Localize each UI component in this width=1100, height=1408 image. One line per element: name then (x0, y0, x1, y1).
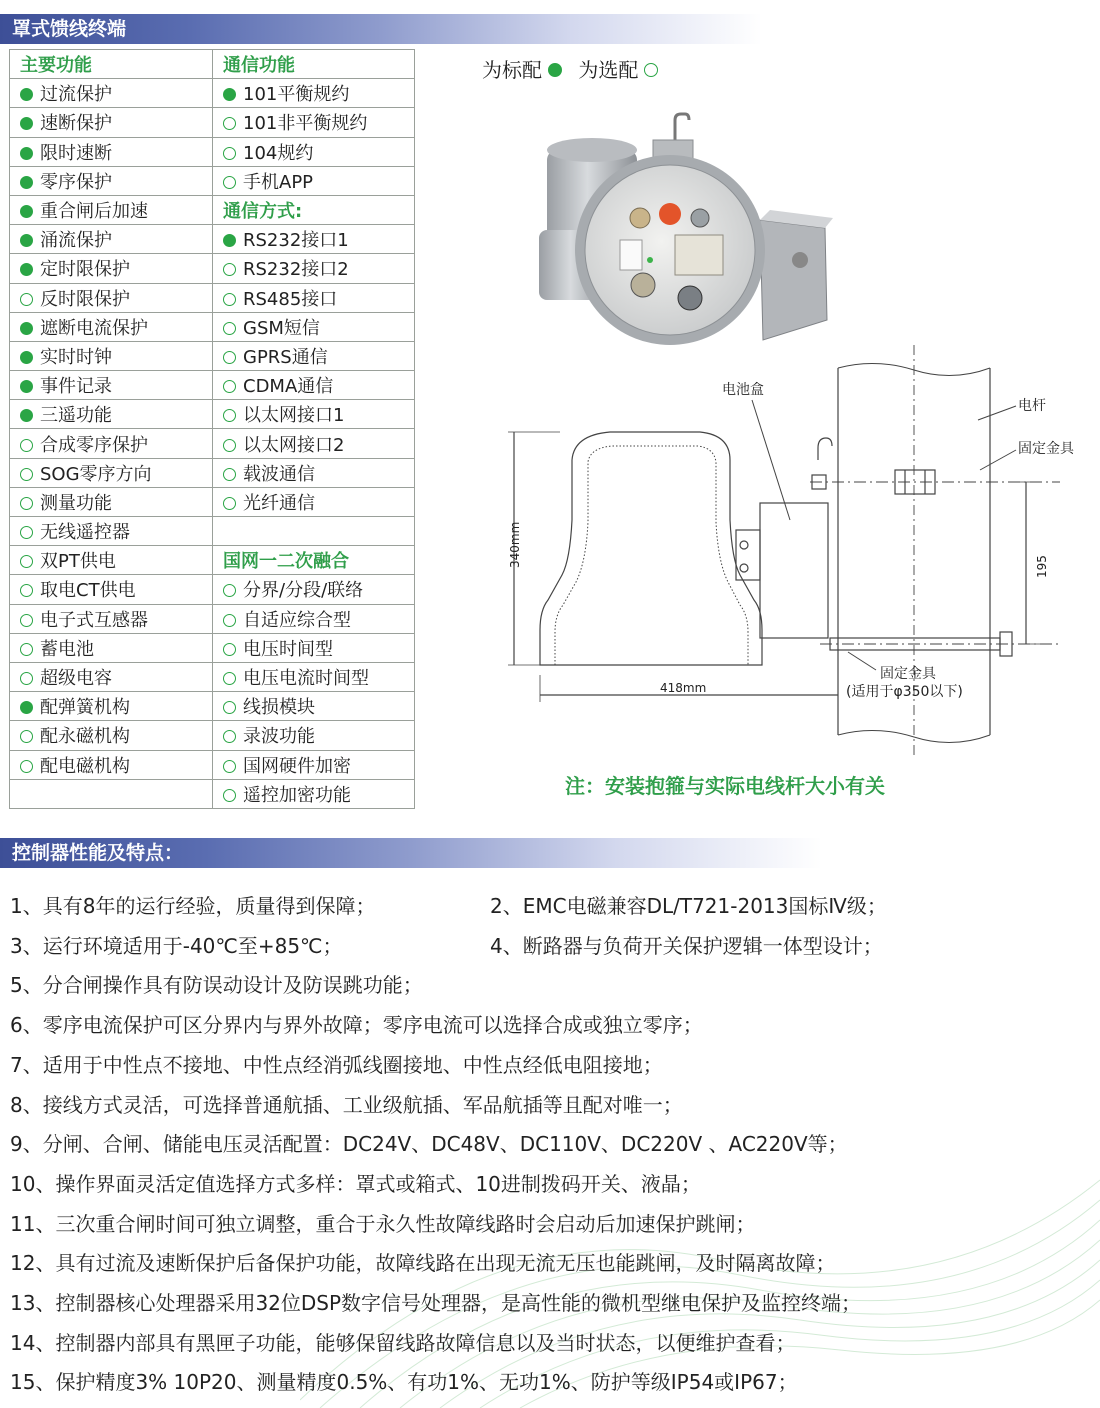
function-label: RS485接口 (243, 288, 338, 310)
function-item (213, 633, 415, 662)
table-row (10, 692, 415, 721)
function-item (10, 721, 213, 750)
function-item (10, 487, 213, 516)
dim-height: 340mm (508, 521, 522, 568)
hollow-dot-icon (223, 380, 236, 393)
hollow-dot-icon (20, 526, 33, 539)
function-item (10, 166, 213, 195)
hollow-dot-icon (223, 672, 236, 685)
table-row (10, 137, 415, 166)
function-item (213, 254, 415, 283)
function-item (10, 225, 213, 254)
filled-dot-icon (20, 117, 33, 130)
filled-dot-icon (20, 263, 33, 276)
function-item (10, 137, 213, 166)
hollow-dot-icon (223, 643, 236, 656)
label-battery-box: 电池盒 (722, 382, 764, 398)
feature-item: 4、断路器与负荷开关保护逻辑一体型设计； (490, 933, 883, 958)
function-table (9, 49, 415, 809)
function-label: 101非平衡规约 (243, 113, 368, 135)
function-item (213, 487, 415, 516)
table-row (10, 721, 415, 750)
hollow-dot-icon (20, 730, 33, 743)
function-label: GPRS通信 (243, 346, 328, 368)
table-header: 主要功能 (10, 50, 213, 79)
hollow-dot-icon (223, 584, 236, 597)
function-label: 涌流保护 (40, 230, 112, 252)
hollow-dot-icon (223, 701, 236, 714)
function-label: 三遥功能 (40, 405, 112, 427)
function-label: 载波通信 (243, 463, 315, 485)
table-row (10, 312, 415, 341)
function-label: 国网硬件加密 (243, 755, 351, 777)
table-row (10, 750, 415, 779)
function-label: 双PT供电 (40, 551, 116, 573)
table-row (10, 283, 415, 312)
table-row (10, 254, 415, 283)
function-item (10, 517, 213, 546)
feature-item: 6、零序电流保护可区分界内与界外故障；零序电流可以选择合成或独立零序； (10, 1013, 703, 1038)
function-item (213, 312, 415, 341)
hollow-dot-icon (223, 322, 236, 335)
feature-item: 8、接线方式灵活，可选择普通航插、工业级航插、军品航插等且配对唯一； (10, 1092, 683, 1117)
hollow-dot-icon (223, 614, 236, 627)
function-label: 分界/分段/联络 (243, 580, 364, 602)
function-label: 定时限保护 (40, 259, 130, 281)
table-row (10, 341, 415, 370)
function-item (213, 225, 415, 254)
hollow-dot-icon (223, 263, 236, 276)
hollow-dot-icon (20, 672, 33, 685)
function-item (213, 108, 415, 137)
filled-dot-icon (548, 63, 562, 77)
function-label: 电子式互感器 (40, 609, 148, 631)
table-row (10, 79, 415, 108)
hollow-dot-icon (223, 730, 236, 743)
hollow-dot-icon (644, 63, 658, 77)
filled-dot-icon (20, 176, 33, 189)
function-item (10, 254, 213, 283)
label-fixture-note: (适用于φ350以下) (846, 684, 963, 700)
legend-standard-label: 为标配 (482, 58, 542, 82)
function-label: 线损模块 (243, 697, 315, 719)
installation-note: 注：安装抱箍与实际电线杆大小有关 (565, 774, 885, 798)
function-label: 遮断电流保护 (40, 317, 148, 339)
filled-dot-icon (20, 88, 33, 101)
function-label: 限时速断 (40, 142, 112, 164)
feature-item: 14、控制器内部具有黑匣子功能，能够保留线路故障信息以及当时状态，以便维护查看； (10, 1330, 796, 1355)
filled-dot-icon (20, 234, 33, 247)
function-label: RS232接口1 (243, 230, 349, 252)
filled-dot-icon (20, 380, 33, 393)
label-pole: 电杆 (1018, 398, 1046, 414)
hollow-dot-icon (20, 439, 33, 452)
function-label: 电压时间型 (243, 638, 333, 660)
function-label: 合成零序保护 (40, 434, 148, 456)
function-label: 实时时钟 (40, 346, 112, 368)
function-item (10, 429, 213, 458)
feature-item: 13、控制器核心处理器采用32位DSP数字信号处理器，是高性能的微机型继电保护及监控终端； (10, 1291, 862, 1315)
feature-item: 7、适用于中性点不接地、中性点经消弧线圈接地、中性点经低电阻接地； (10, 1052, 663, 1077)
filled-dot-icon (20, 322, 33, 335)
function-label: 蓄电池 (40, 638, 94, 660)
feature-item: 5、分合闸操作具有防误动设计及防误跳功能； (10, 973, 423, 998)
function-label: 反时限保护 (40, 288, 130, 310)
function-item (10, 662, 213, 691)
function-label: 以太网接口2 (243, 434, 345, 456)
hollow-dot-icon (223, 176, 236, 189)
function-item (213, 662, 415, 691)
function-label: 超级电容 (40, 668, 112, 690)
table-row (10, 108, 415, 137)
table-row (10, 779, 415, 808)
function-label: 测量功能 (40, 492, 112, 514)
table-row (10, 166, 415, 195)
filled-dot-icon (20, 701, 33, 714)
filled-dot-icon (20, 147, 33, 160)
function-item (213, 400, 415, 429)
feature-item: 10、操作界面灵活定值选择方式多样：罩式或箱式、10进制拨码开关、液晶； (10, 1171, 701, 1196)
function-item (10, 604, 213, 633)
function-item (213, 283, 415, 312)
function-item (10, 195, 213, 224)
table-header: 通信方式: (213, 195, 415, 224)
function-item (10, 283, 213, 312)
function-label: 手机APP (243, 171, 314, 193)
function-item (10, 371, 213, 400)
table-row (10, 546, 415, 575)
hollow-dot-icon (223, 789, 236, 802)
filled-dot-icon (20, 409, 33, 422)
function-label: 电压电流时间型 (243, 668, 369, 690)
function-item (10, 458, 213, 487)
function-item (10, 692, 213, 721)
table-row (10, 371, 415, 400)
feature-item: 15、保护精度3% 10P20、测量精度0.5%、有功1%、无功1%、防护等级IP54或IP67； (10, 1370, 798, 1395)
hollow-dot-icon (223, 117, 236, 130)
hollow-dot-icon (223, 497, 236, 510)
function-item (213, 166, 415, 195)
hollow-dot-icon (223, 439, 236, 452)
function-label: 重合闸后加速 (40, 201, 148, 223)
filled-dot-icon (20, 351, 33, 364)
section-banner-terminal: 罩式馈线终端 (0, 14, 762, 44)
legend (482, 54, 668, 83)
hollow-dot-icon (223, 468, 236, 481)
dim-195: 195 (1035, 555, 1049, 578)
empty-cell (10, 779, 213, 808)
function-label: 配电磁机构 (40, 755, 130, 777)
function-label: 104规约 (243, 142, 314, 164)
function-item (10, 108, 213, 137)
function-item (213, 341, 415, 370)
function-label: 遥控加密功能 (243, 784, 351, 806)
table-row (10, 225, 415, 254)
function-label: 录波功能 (243, 726, 315, 748)
table-row (10, 633, 415, 662)
label-fixture-bottom: 固定金具 (880, 666, 936, 682)
product-photo (525, 110, 845, 360)
function-item (10, 575, 213, 604)
table-row (10, 458, 415, 487)
function-item (10, 79, 213, 108)
function-item (10, 546, 213, 575)
function-label: 过流保护 (40, 84, 112, 106)
feature-item: 2、EMC电磁兼容DL/T721-2013国标Ⅳ级； (490, 894, 887, 918)
function-item (213, 604, 415, 633)
table-row (10, 487, 415, 516)
filled-dot-icon (20, 205, 33, 218)
function-label: GSM短信 (243, 317, 320, 339)
hollow-dot-icon (223, 293, 236, 306)
function-label: 以太网接口1 (243, 405, 345, 427)
filled-dot-icon (223, 88, 236, 101)
hollow-dot-icon (20, 584, 33, 597)
hollow-dot-icon (223, 760, 236, 773)
function-item (10, 400, 213, 429)
hollow-dot-icon (20, 497, 33, 510)
function-label: 自适应综合型 (243, 609, 351, 631)
hollow-dot-icon (223, 147, 236, 160)
legend-optional-label: 为选配 (578, 58, 639, 82)
function-label: 光纤通信 (243, 492, 315, 514)
function-item (10, 633, 213, 662)
function-item (213, 137, 415, 166)
hollow-dot-icon (20, 468, 33, 481)
table-row (10, 604, 415, 633)
function-item (213, 750, 415, 779)
table-header: 通信功能 (213, 50, 415, 79)
hollow-dot-icon (223, 351, 236, 364)
table-row (10, 575, 415, 604)
function-label: 事件记录 (40, 376, 112, 398)
label-fixture: 固定金具 (1018, 441, 1074, 457)
function-label: 零序保护 (40, 171, 112, 193)
dim-width: 418mm (660, 681, 707, 695)
function-item (213, 779, 415, 808)
table-row (10, 195, 415, 224)
function-label: 配弹簧机构 (40, 697, 130, 719)
feature-item: 12、具有过流及速断保护后备保护功能，故障线路在出现无流无压也能跳闸，及时隔离故障； (10, 1251, 836, 1276)
function-label: SOG零序方向 (40, 463, 152, 485)
installation-diagram (500, 340, 1100, 760)
hollow-dot-icon (20, 760, 33, 773)
function-label: CDMA通信 (243, 376, 334, 398)
function-label: 101平衡规约 (243, 84, 350, 106)
function-item (213, 79, 415, 108)
function-item (213, 575, 415, 604)
feature-item: 1、具有8年的运行经验，质量得到保障； (10, 894, 376, 918)
function-label: 配永磁机构 (40, 726, 130, 748)
table-row (10, 429, 415, 458)
feature-item: 11、三次重合闸时间可独立调整，重合于永久性故障线路时会启动后加速保护跳闸； (10, 1211, 756, 1236)
function-item (213, 371, 415, 400)
hollow-dot-icon (20, 614, 33, 627)
filled-dot-icon (223, 234, 236, 247)
function-item (213, 721, 415, 750)
table-row (10, 517, 415, 546)
hollow-dot-icon (20, 643, 33, 656)
table-row (10, 662, 415, 691)
table-header: 国网一二次融合 (213, 546, 415, 575)
table-row (10, 50, 415, 79)
function-item (10, 312, 213, 341)
hollow-dot-icon (20, 293, 33, 306)
function-item (10, 341, 213, 370)
function-item (213, 692, 415, 721)
feature-item: 3、运行环境适用于-40℃至+85℃； (10, 933, 343, 958)
empty-cell (213, 517, 415, 546)
hollow-dot-icon (223, 409, 236, 422)
function-item (10, 750, 213, 779)
function-item (213, 458, 415, 487)
function-label: 速断保护 (40, 113, 112, 135)
function-label: 取电CT供电 (40, 580, 136, 602)
section-banner-features: 控制器性能及特点： (0, 838, 822, 868)
hollow-dot-icon (20, 555, 33, 568)
feature-item: 9、分闸、合闸、储能电压灵活配置：DC24V、DC48V、DC110V、DC220V 、AC220V等； (10, 1132, 848, 1157)
function-item (213, 429, 415, 458)
function-label: RS232接口2 (243, 259, 349, 281)
table-row (10, 400, 415, 429)
function-label: 无线遥控器 (40, 522, 130, 544)
